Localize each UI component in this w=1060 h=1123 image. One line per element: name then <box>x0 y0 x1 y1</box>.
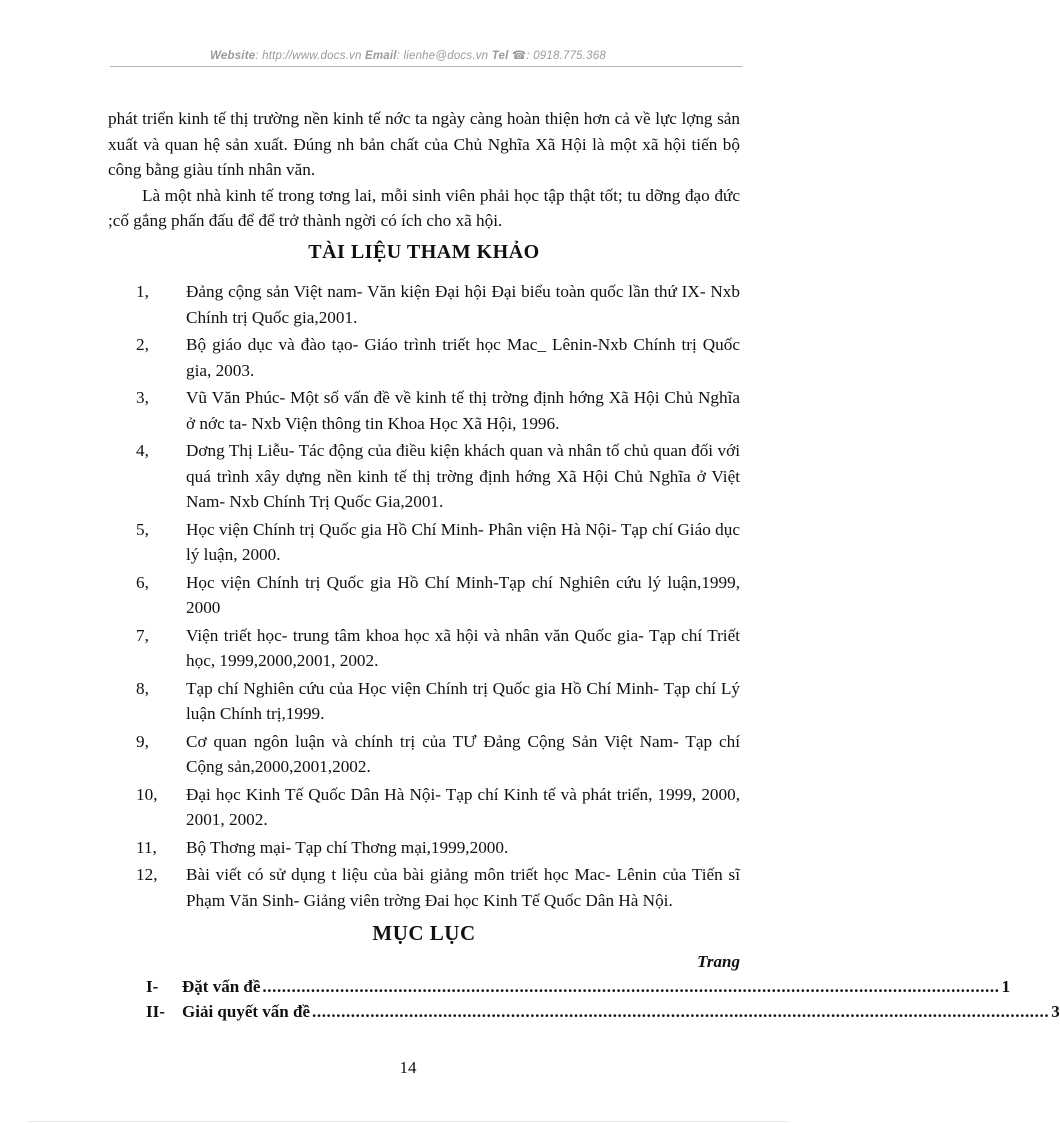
email-value: : lienhe@docs.vn <box>396 50 489 62</box>
references-list <box>108 279 740 913</box>
reference-item <box>108 676 740 727</box>
reference-item <box>108 517 740 568</box>
tel-label: Tel <box>491 50 509 62</box>
references-title: TÀI LIỆU THAM KHẢO <box>308 240 540 263</box>
toc-entry-page: 3 <box>1051 1002 1060 1021</box>
website-label: Website <box>210 50 256 62</box>
reference-item <box>108 385 740 436</box>
page-header <box>0 48 816 62</box>
toc-entry-number: II- <box>146 1002 165 1021</box>
reference-item <box>108 729 740 780</box>
reference-number: 5, <box>136 519 149 539</box>
toc-leader-dots: ........................................................................................................................................................ <box>312 1002 1050 1021</box>
toc-entry <box>108 999 1060 1024</box>
website-value: : http://www.docs.vn <box>255 50 362 62</box>
toc-page-label: Trang <box>697 951 740 971</box>
header-divider <box>110 66 742 67</box>
reference-text: Học viện Chính trị Quốc gia Hồ Chí Minh-Tạp chí Nghiên cứu lý luận,1999, 2000 <box>186 572 740 617</box>
reference-item <box>108 623 740 674</box>
reference-text: Cơ quan ngôn luận và chính trị của TƯ Đảng Cộng Sản Việt Nam- Tạp chí Cộng sản,2000,2001,2002. <box>186 731 740 776</box>
reference-text: Bộ Thơng mại- Tạp chí Thơng mại,1999,2000. <box>186 837 509 857</box>
toc-entry-number: I- <box>146 977 159 996</box>
reference-item <box>108 438 740 515</box>
reference-item <box>108 279 740 330</box>
reference-number: 6, <box>136 572 149 592</box>
toc-title: MỤC LỤC <box>372 921 476 945</box>
reference-number: 2, <box>136 335 149 354</box>
reference-number: 12, <box>136 865 158 884</box>
page-number: 14 <box>399 1058 417 1077</box>
reference-item <box>108 570 740 621</box>
reference-number: 11, <box>136 837 157 857</box>
phone-icon: ☎ <box>511 50 527 62</box>
reference-number: 4, <box>136 441 149 460</box>
reference-number: 8, <box>136 678 149 698</box>
reference-number: 3, <box>136 388 149 407</box>
bottom-divider <box>28 1121 788 1122</box>
tel-value: : 0918.775.368 <box>526 50 606 62</box>
reference-text: Bài viết có sử dụng t liệu của bài giảng môn triết học Mac- Lênin của Tiến sĩ Phạm Văn Sinh- Giảng viên trờng Đai học Kinh Tế Quốc Dân Hà Nội. <box>186 865 740 910</box>
reference-text: Đảng cộng sản Việt nam- Văn kiện Đại hội Đại biểu toàn quốc lần thứ IX- Nxb Chính trị Quốc gia,2001. <box>186 282 740 327</box>
reference-text: Bộ giáo dục và đào tạo- Giáo trình triết học Mac_ Lênin-Nxb Chính trị Quốc gia, 2003. <box>186 335 740 380</box>
reference-number: 10, <box>136 784 158 804</box>
toc-entry-page: 1 <box>1001 977 1011 996</box>
reference-text: Học viện Chính trị Quốc gia Hồ Chí Minh- Phân viện Hà Nội- Tạp chí Giáo dục lý luận, 2000. <box>186 519 740 564</box>
reference-text: Viện triết học- trung tâm khoa học xã hội và nhân văn Quốc gia- Tạp chí Triết học, 1999,2000,2001, 2002. <box>186 625 740 670</box>
reference-text: Dơng Thị Liễu- Tác động của điều kiện khách quan và nhân tố chủ quan đối với quá trình xây dựng nền kinh tế thị trờng định hớng Xã Hội Chủ Nghĩa ở Việt Nam- Nxb Chính Trị Quốc Gia,2001. <box>186 441 740 511</box>
intro-paragraph-2: Là một nhà kinh tế trong tơng lai, mỗi sinh viên phải học tập thật tốt; tu dỡng đạo đức ;cố gắng phấn đấu để để trở thành ngời có ích cho xã hội. <box>108 185 740 230</box>
reference-text: Vũ Văn Phúc- Một số vấn đề về kinh tế thị trờng định hớng Xã Hội Chủ Nghĩa ở nớc ta- Nxb Viện thông tin Khoa Học Xã Hội, 1996. <box>186 388 740 433</box>
reference-item <box>108 835 740 861</box>
reference-number: 7, <box>136 625 149 645</box>
page-body <box>108 106 1060 1024</box>
reference-item <box>108 782 740 833</box>
toc-entry-label: Giải quyết vấn đề <box>182 1002 310 1021</box>
toc-leader-dots: ........................................................................................................................................................ <box>262 977 1000 996</box>
reference-number: 9, <box>136 731 149 751</box>
reference-item <box>108 332 740 383</box>
reference-text: Đại học Kinh Tế Quốc Dân Hà Nội- Tạp chí Kinh tế và phát triển, 1999, 2000, 2001, 2002. <box>186 784 740 829</box>
reference-number: 1, <box>136 282 149 301</box>
intro-paragraph-1: phát triển kinh tế thị trường nền kinh tế nớc ta ngày càng hoàn thiện hơn cả về lực lợng sản xuất và quan hệ sản xuất. Đúng nh bản chất của Chủ Nghĩa Xã Hội là một xã hội tiến bộ công bằng giàu tính nhân văn. <box>108 109 740 179</box>
email-label: Email <box>365 50 397 62</box>
toc-entry <box>108 974 1011 999</box>
toc-entry-label: Đặt vấn đề <box>182 977 261 996</box>
reference-text: Tạp chí Nghiên cứu của Học viện Chính trị Quốc gia Hồ Chí Minh- Tạp chí Lý luận Chính trị,1999. <box>186 678 740 723</box>
reference-item <box>108 862 740 913</box>
